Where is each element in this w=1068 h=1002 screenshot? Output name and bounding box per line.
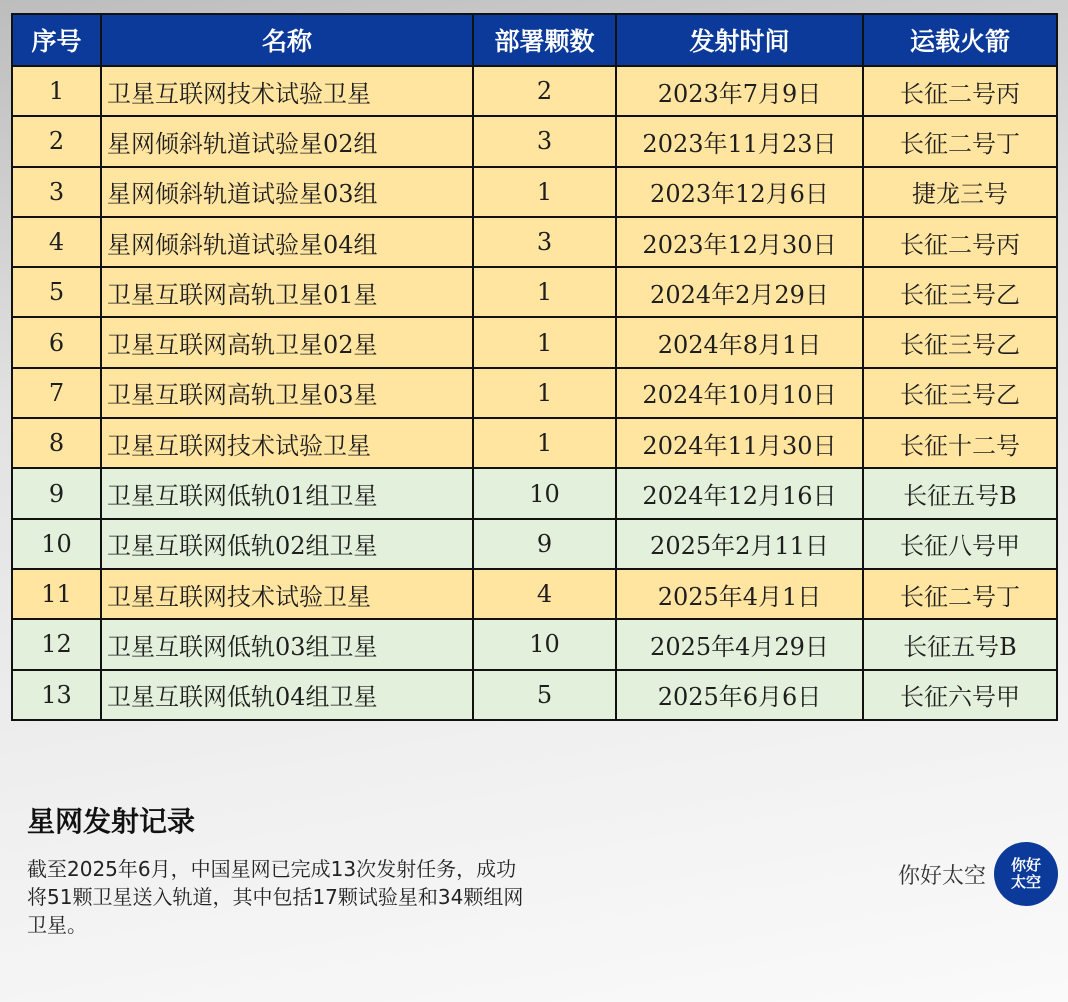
cell-rocket: 长征五号B [863,619,1057,669]
table-header-row [12,14,1057,66]
cell-index: 5 [12,267,101,317]
table-row [12,569,1057,619]
cell-rocket: 长征三号乙 [863,267,1057,317]
cell-launch-date: 2025年4月29日 [616,619,863,669]
table-row [12,167,1057,217]
caption-body: 截至2025年6月，中国星网已完成13次发射任务，成功将51颗卫星送入轨道，其中包括17颗试验星和34颗组网卫星。 [27,857,524,937]
header-rocket: 运载火箭 [863,14,1057,66]
cell-count: 1 [473,418,616,468]
cell-name: 星网倾斜轨道试验星02组 [101,116,473,166]
cell-index: 7 [12,368,101,418]
cell-launch-date: 2024年10月10日 [616,368,863,418]
cell-launch-date: 2024年12月16日 [616,468,863,518]
cell-rocket: 长征六号甲 [863,670,1057,720]
cell-rocket: 长征二号丁 [863,569,1057,619]
cell-name: 卫星互联网低轨04组卫星 [101,670,473,720]
cell-count: 5 [473,670,616,720]
cell-rocket: 长征二号丙 [863,66,1057,116]
cell-launch-date: 2024年8月1日 [616,317,863,367]
cell-index: 11 [12,569,101,619]
cell-count: 10 [473,619,616,669]
cell-name: 卫星互联网低轨01组卫星 [101,468,473,518]
header-index: 序号 [12,14,101,66]
cell-name: 卫星互联网低轨02组卫星 [101,519,473,569]
cell-index: 2 [12,116,101,166]
brand-name: 你好太空 [897,863,986,889]
cell-launch-date: 2023年11月23日 [616,116,863,166]
cell-launch-date: 2025年6月6日 [616,670,863,720]
cell-name: 星网倾斜轨道试验星03组 [101,167,473,217]
cell-index: 4 [12,217,101,267]
table-row [12,519,1057,569]
cell-name: 卫星互联网技术试验卫星 [101,66,473,116]
table-row [12,116,1057,166]
table-row [12,368,1057,418]
cell-count: 1 [473,267,616,317]
cell-count: 1 [473,368,616,418]
cell-name: 卫星互联网高轨卫星03星 [101,368,473,418]
cell-count: 2 [473,66,616,116]
brand-logo [994,842,1058,906]
cell-count: 10 [473,468,616,518]
cell-index: 9 [12,468,101,518]
cell-launch-date: 2024年2月29日 [616,267,863,317]
cell-count: 4 [473,569,616,619]
cell-launch-date: 2023年12月6日 [616,167,863,217]
cell-rocket: 长征三号乙 [863,368,1057,418]
brand [898,842,1058,906]
cell-name: 卫星互联网技术试验卫星 [101,569,473,619]
cell-index: 8 [12,418,101,468]
table-row [12,66,1057,116]
header-name: 名称 [101,14,473,66]
cell-count: 9 [473,519,616,569]
cell-rocket: 长征二号丁 [863,116,1057,166]
cell-launch-date: 2025年2月11日 [616,519,863,569]
launch-record-table [11,13,1058,721]
cell-name: 卫星互联网高轨卫星02星 [101,317,473,367]
cell-name: 卫星互联网高轨卫星01星 [101,267,473,317]
table-row [12,217,1057,267]
cell-count: 1 [473,167,616,217]
cell-launch-date: 2023年7月9日 [616,66,863,116]
cell-index: 1 [12,66,101,116]
table-row [12,670,1057,720]
cell-index: 12 [12,619,101,669]
cell-rocket: 长征十二号 [863,418,1057,468]
cell-count: 3 [473,217,616,267]
table-row [12,317,1057,367]
cell-rocket: 长征三号乙 [863,317,1057,367]
cell-index: 3 [12,167,101,217]
cell-index: 6 [12,317,101,367]
cell-rocket: 长征八号甲 [863,519,1057,569]
brand-logo-text: 你好太空 [1010,856,1041,891]
cell-launch-date: 2023年12月30日 [616,217,863,267]
header-count: 部署颗数 [473,14,616,66]
table-row [12,619,1057,669]
cell-rocket: 长征二号丙 [863,217,1057,267]
header-launch-date: 发射时间 [616,14,863,66]
cell-name: 卫星互联网低轨03组卫星 [101,619,473,669]
cell-rocket: 捷龙三号 [863,167,1057,217]
table-row [12,468,1057,518]
cell-launch-date: 2024年11月30日 [616,418,863,468]
cell-index: 10 [12,519,101,569]
table-row [12,418,1057,468]
cell-index: 13 [12,670,101,720]
cell-count: 1 [473,317,616,367]
cell-name: 星网倾斜轨道试验星04组 [101,217,473,267]
cell-rocket: 长征五号B [863,468,1057,518]
cell-count: 3 [473,116,616,166]
caption-title: 星网发射记录 [27,805,196,838]
cell-launch-date: 2025年4月1日 [616,569,863,619]
table-row [12,267,1057,317]
cell-name: 卫星互联网技术试验卫星 [101,418,473,468]
